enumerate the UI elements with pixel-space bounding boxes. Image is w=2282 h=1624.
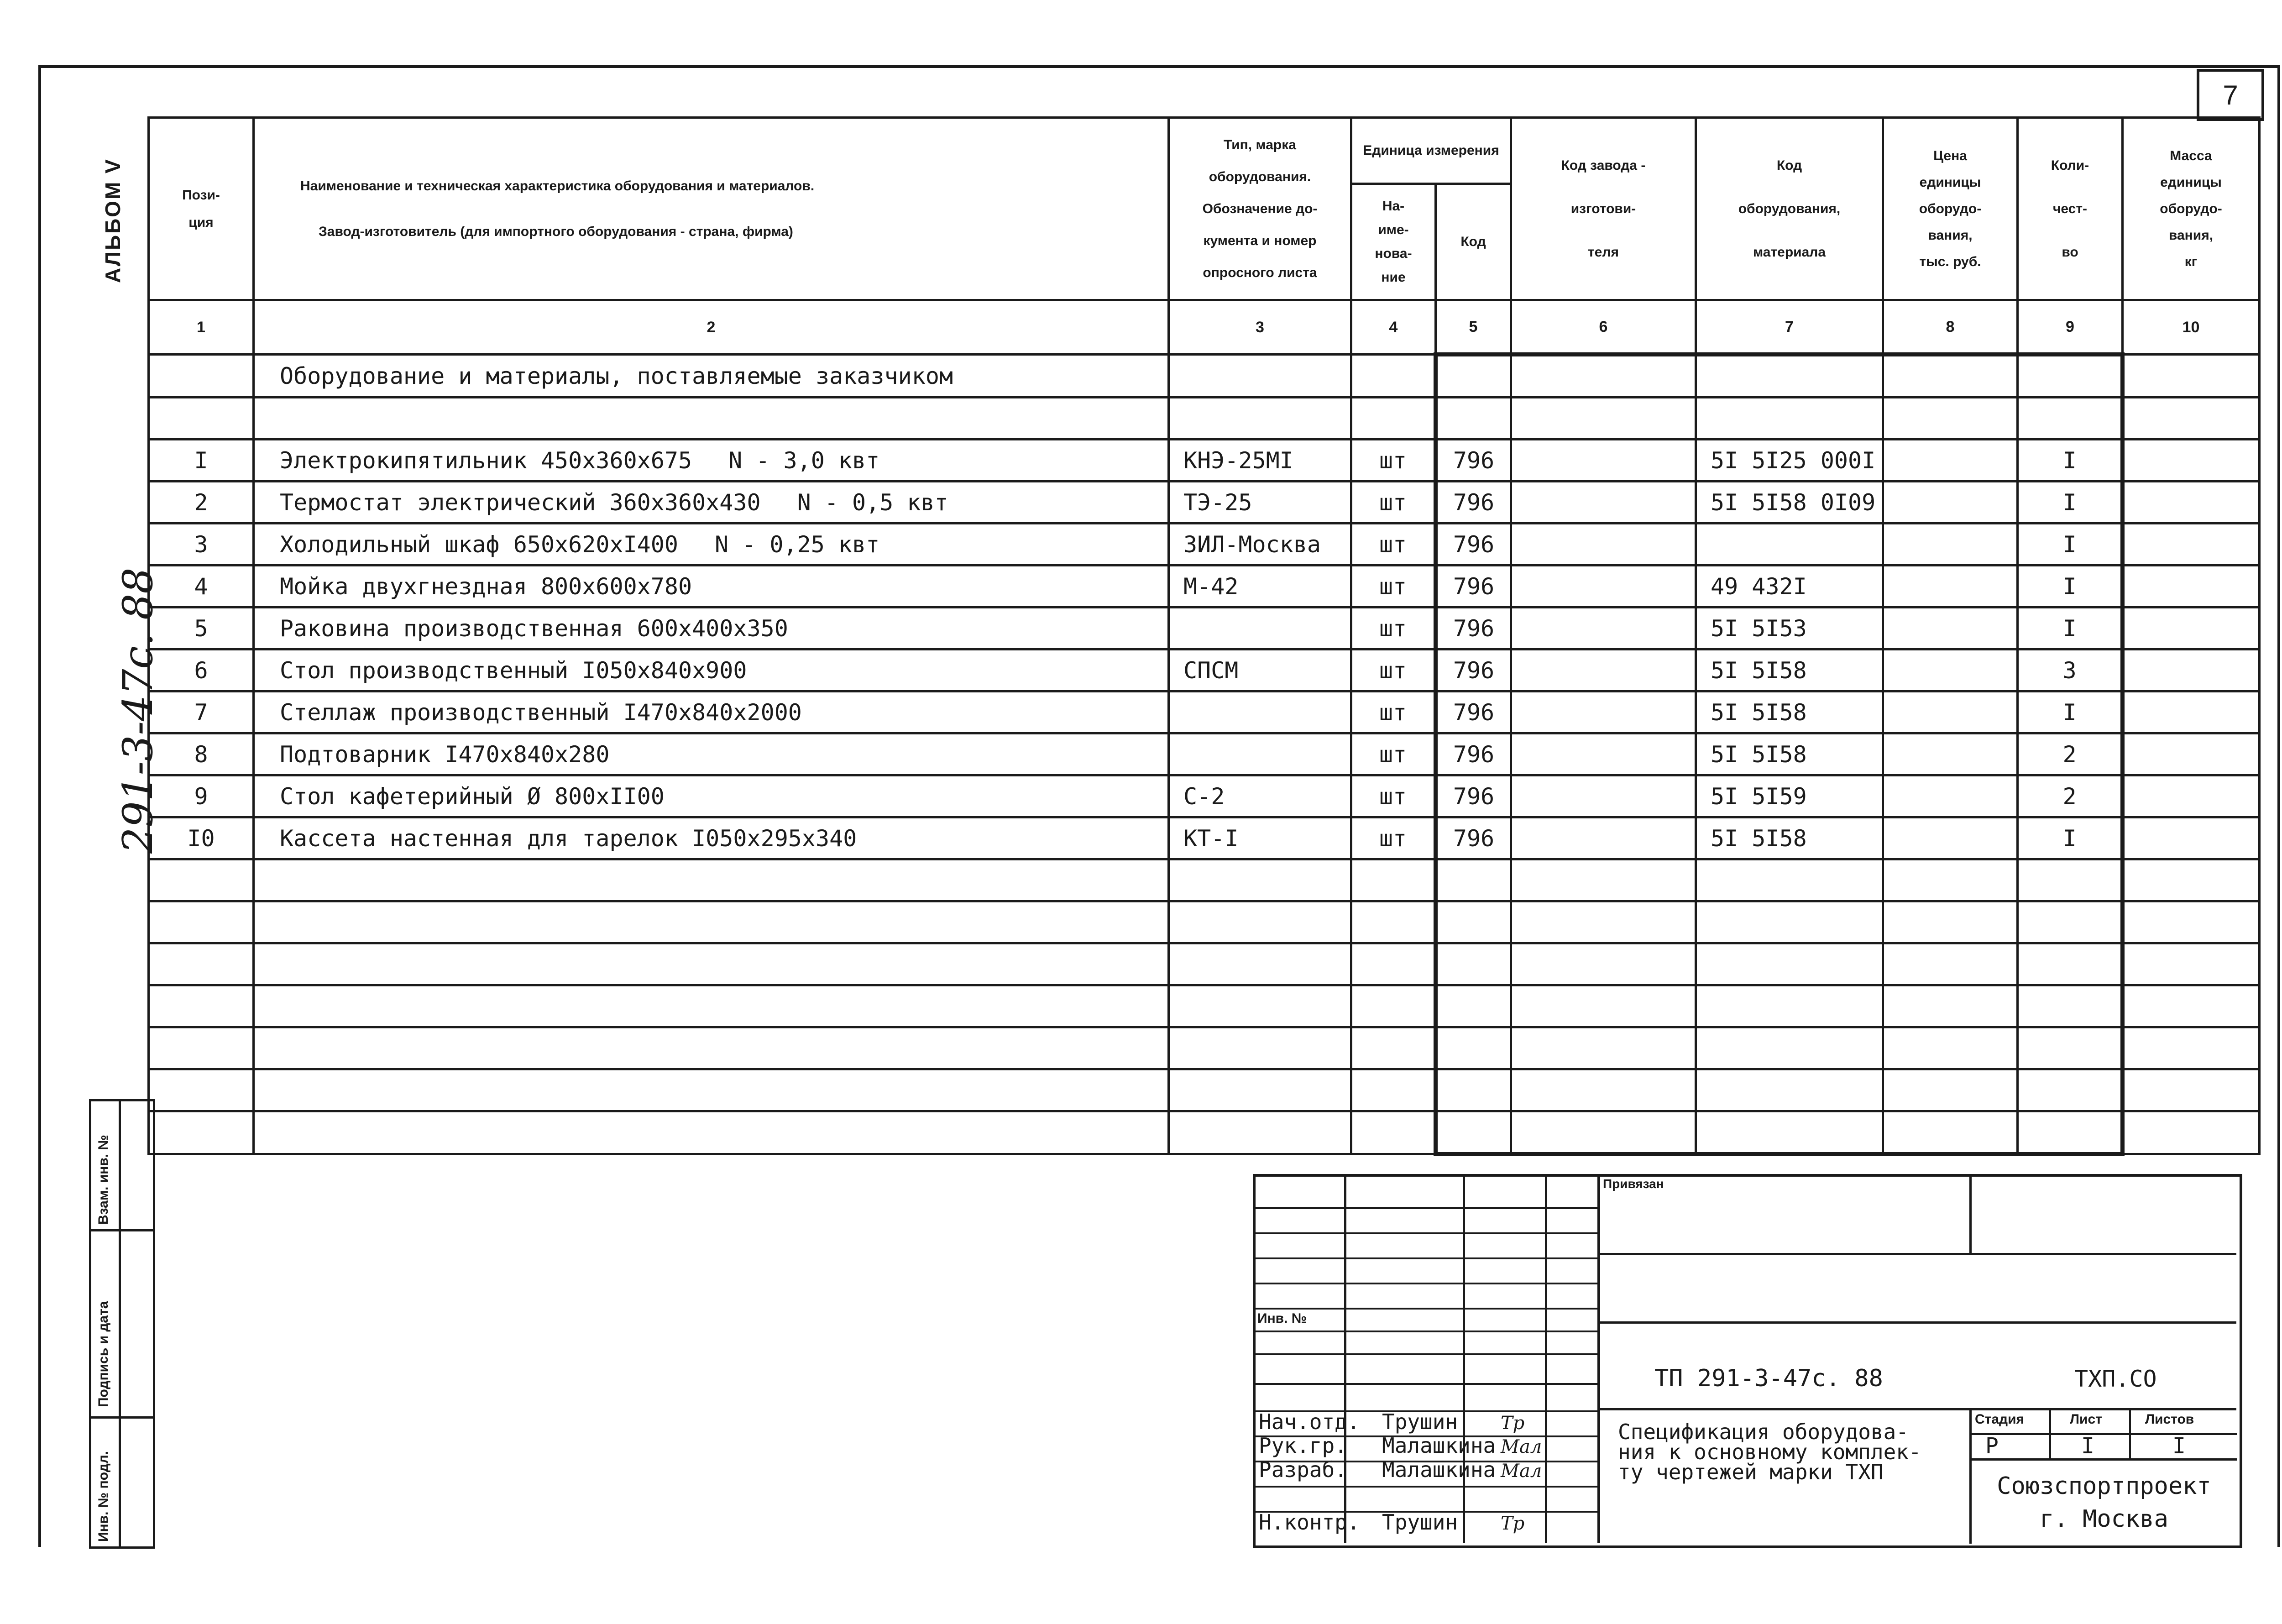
organization: Союзспортпроект г. Москва <box>1997 1472 2211 1533</box>
row-name-text: Электрокипятильник 450x360x675 <box>280 447 692 474</box>
header-position: Пози- ция <box>149 118 254 300</box>
signature-row <box>1259 1433 1542 1458</box>
table-row <box>149 775 2260 817</box>
row-equipment-code: 5I 5I58 <box>1696 650 1883 692</box>
table-row <box>149 608 2260 650</box>
sheet-value: I <box>2081 1433 2094 1459</box>
document-code: ТП 291-3-47с. 88 <box>1654 1365 1883 1392</box>
row-quantity: I <box>2018 440 2123 482</box>
header-unit-code: Код <box>1436 184 1511 300</box>
sheets-value: I <box>2172 1433 2186 1459</box>
row-quantity: 3 <box>2018 650 2123 692</box>
row-unit-code: 796 <box>1436 482 1511 524</box>
row-name <box>254 524 1169 566</box>
row-unit: шт <box>1351 440 1436 482</box>
row-position: 9 <box>149 775 254 817</box>
row-power: N - 0,5 квт <box>797 489 948 516</box>
row-position: 4 <box>149 566 254 608</box>
margin-inv-zam: Взам. инв. № <box>96 1135 111 1225</box>
row-name-text: Холодильный шкаф 650x620xI400 <box>280 531 678 558</box>
row-unit-code: 796 <box>1436 692 1511 733</box>
row-quantity: 2 <box>2018 733 2123 775</box>
row-unit-code: 796 <box>1436 775 1511 817</box>
row-name <box>254 692 1169 733</box>
handwritten-code: 291-3-47с. 88 <box>114 567 162 854</box>
row-equipment-code: 5I 5I58 <box>1696 733 1883 775</box>
row-unit-code: 796 <box>1436 817 1511 859</box>
table-row-empty <box>149 1069 2260 1111</box>
signature: Мал <box>1501 1436 1542 1457</box>
header-mass: Масса единицы оборудо- вания, кг <box>2123 118 2260 300</box>
row-name <box>254 608 1169 650</box>
column-number-row: 1 2 3 4 5 6 7 8 9 10 <box>149 300 2260 355</box>
row-unit: шт <box>1351 775 1436 817</box>
table-row-empty <box>149 398 2260 440</box>
row-position: 7 <box>149 692 254 733</box>
header-unit-name: На- име- нова- ние <box>1351 184 1436 300</box>
margin-sign-date: Подпись и дата <box>96 1301 111 1407</box>
document-mark: ТХП.СО <box>2074 1366 2157 1392</box>
table-row <box>149 692 2260 733</box>
row-unit-code: 796 <box>1436 650 1511 692</box>
sheet-number-box <box>2197 69 2264 121</box>
row-quantity: I <box>2018 692 2123 733</box>
table-row <box>149 566 2260 608</box>
signer-role: Рук.гр. <box>1259 1433 1347 1458</box>
row-equipment-code: 5I 5I58 <box>1696 692 1883 733</box>
row-name <box>254 775 1169 817</box>
sheet-label: Лист <box>2070 1412 2102 1427</box>
table-row-empty <box>149 985 2260 1027</box>
table-row <box>149 650 2260 692</box>
table-row <box>149 817 2260 859</box>
row-type <box>1169 733 1351 775</box>
row-equipment-code: 5I 5I25 000I <box>1696 440 1883 482</box>
header-quantity: Коли- чест- во <box>2018 118 2123 300</box>
row-name <box>254 566 1169 608</box>
document-title: Спецификация оборудова- ния к основному комплек- ту чертежей марки ТХП <box>1618 1420 1921 1484</box>
signer-role: Н.контр. <box>1259 1510 1360 1535</box>
section-row <box>149 355 2260 398</box>
row-name-text: Мойка двухгнездная 800x600x780 <box>280 573 692 600</box>
signer-name: Малашкина <box>1382 1457 1496 1482</box>
table-row <box>149 440 2260 482</box>
inv-no-label: Инв. № <box>1257 1311 1307 1326</box>
row-name-text: Раковина производственная 600x400x350 <box>280 615 788 642</box>
row-quantity: I <box>2018 524 2123 566</box>
section-title: Оборудование и материалы, поставляемые заказчиком <box>254 355 1169 398</box>
album-label: АЛЬБОМ V <box>101 158 125 283</box>
row-type: М-42 <box>1169 566 1351 608</box>
row-unit: шт <box>1351 817 1436 859</box>
row-unit: шт <box>1351 692 1436 733</box>
signer-name: Малашкина <box>1382 1433 1496 1458</box>
specification-table <box>147 116 2261 1156</box>
row-power: N - 0,25 квт <box>714 531 880 558</box>
row-equipment-code: 5I 5I53 <box>1696 608 1883 650</box>
row-name <box>254 817 1169 859</box>
signature-row <box>1259 1457 1542 1482</box>
row-name <box>254 733 1169 775</box>
header-name: Наименование и техническая характеристика оборудования и материалов. Завод-изготовитель (для импортного оборудования - страна, фирма) <box>254 118 1169 300</box>
row-unit: шт <box>1351 608 1436 650</box>
signature: Тр <box>1501 1513 1525 1534</box>
row-type: КТ-I <box>1169 817 1351 859</box>
row-equipment-code: 5I 5I58 <box>1696 817 1883 859</box>
row-position: 2 <box>149 482 254 524</box>
row-name-text: Стеллаж производственный I470x840x2000 <box>280 699 802 726</box>
row-power: N - 3,0 квт <box>728 447 880 474</box>
stage-value: Р <box>1985 1433 1999 1459</box>
row-position: 5 <box>149 608 254 650</box>
table-row-empty <box>149 1111 2260 1154</box>
row-quantity: I <box>2018 482 2123 524</box>
signature-row <box>1259 1510 1524 1535</box>
margin-stamp <box>89 1099 155 1549</box>
row-name-text: Подтоварник I470x840x280 <box>280 741 610 768</box>
signature: Мал <box>1501 1461 1542 1482</box>
row-unit: шт <box>1351 566 1436 608</box>
table-row-empty <box>149 1027 2260 1069</box>
table-row <box>149 482 2260 524</box>
row-name-text: Термостат электрический 360x360x430 <box>280 489 761 516</box>
signer-role: Разраб. <box>1259 1457 1347 1482</box>
signer-role: Нач.отд. <box>1259 1409 1360 1434</box>
row-quantity: I <box>2018 566 2123 608</box>
header-price: Цена единицы оборудо- вания, тыс. руб. <box>1883 118 2018 300</box>
signer-name: Трушин <box>1382 1409 1458 1434</box>
row-name-text: Стол кафетерийный Ø 800xII00 <box>280 783 665 810</box>
row-type: СПСМ <box>1169 650 1351 692</box>
signature: Тр <box>1501 1413 1525 1434</box>
row-name-text: Кассета настенная для тарелок I050x295x340 <box>280 825 857 852</box>
signer-name: Трушин <box>1382 1510 1458 1535</box>
header-equipment-code: Код оборудования, материала <box>1696 118 1883 300</box>
table-row-empty <box>149 943 2260 985</box>
row-unit-code: 796 <box>1436 733 1511 775</box>
table-row <box>149 524 2260 566</box>
table-row-empty <box>149 859 2260 901</box>
row-type <box>1169 608 1351 650</box>
row-type: ТЭ-25 <box>1169 482 1351 524</box>
row-equipment-code: 49 432I <box>1696 566 1883 608</box>
row-unit-code: 796 <box>1436 440 1511 482</box>
row-position: 8 <box>149 733 254 775</box>
row-quantity: I <box>2018 817 2123 859</box>
row-quantity: I <box>2018 608 2123 650</box>
header-type: Тип, марка оборудования. Обозначение до- кумента и номер опросного листа <box>1169 118 1351 300</box>
privyazan-label: Привязан <box>1603 1177 1664 1191</box>
row-name <box>254 482 1169 524</box>
row-unit: шт <box>1351 733 1436 775</box>
header-unit: Единица измерения <box>1351 118 1511 184</box>
row-type: С-2 <box>1169 775 1351 817</box>
row-position: 6 <box>149 650 254 692</box>
stage-label: Стадия <box>1975 1412 2025 1427</box>
row-unit-code: 796 <box>1436 608 1511 650</box>
row-unit: шт <box>1351 524 1436 566</box>
row-equipment-code: 5I 5I58 0I09 <box>1696 482 1883 524</box>
sheets-label: Листов <box>2145 1412 2194 1427</box>
row-position: I <box>149 440 254 482</box>
row-unit-code: 796 <box>1436 566 1511 608</box>
row-type <box>1169 692 1351 733</box>
header-plant-code: Код завода - изготови- теля <box>1511 118 1696 300</box>
table-row <box>149 733 2260 775</box>
signature-row <box>1259 1409 1524 1434</box>
margin-inv-podl: Инв. № подл. <box>96 1451 111 1542</box>
row-unit: шт <box>1351 482 1436 524</box>
row-type: КНЭ-25МI <box>1169 440 1351 482</box>
row-name <box>254 440 1169 482</box>
row-name-text: Стол производственный I050x840x900 <box>280 657 747 684</box>
row-name <box>254 650 1169 692</box>
row-position: 3 <box>149 524 254 566</box>
row-position: I0 <box>149 817 254 859</box>
row-type: ЗИЛ-Москва <box>1169 524 1351 566</box>
table-row-empty <box>149 901 2260 943</box>
row-equipment-code: 5I 5I59 <box>1696 775 1883 817</box>
row-unit-code: 796 <box>1436 524 1511 566</box>
row-quantity: 2 <box>2018 775 2123 817</box>
sheet-number: 7 <box>2223 79 2238 110</box>
row-unit: шт <box>1351 650 1436 692</box>
row-equipment-code <box>1696 524 1883 566</box>
